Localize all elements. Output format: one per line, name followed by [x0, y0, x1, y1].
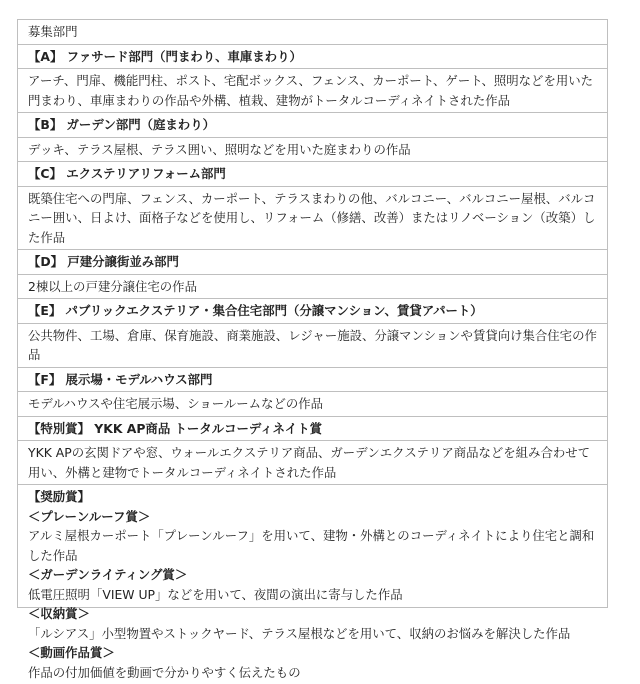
section-f-body-row: [18, 392, 607, 417]
section-body: アーチ、門扉、機能門柱、ポスト、宅配ボックス、フェンス、カーポート、ゲート、照明などを用いた門まわり、車庫まわりの作品や外構、植栽、建物がトータルコーディネイトされた作品: [28, 73, 594, 108]
section-heading: 【D】 戸建分譲街並み部門: [28, 254, 179, 269]
section-heading: 【F】 展示場・モデルハウス部門: [28, 371, 213, 387]
section-f-heading-row: [18, 368, 607, 393]
award-name: ＜動画作品賞＞: [28, 645, 115, 660]
special-award-heading-row: [18, 417, 607, 442]
section-d-heading-row: [18, 250, 607, 275]
section-heading: 【C】 エクステリアリフォーム部門: [28, 166, 226, 181]
section-body: 既築住宅への門扉、フェンス、カーポート、テラスまわりの他、バルコニー、バルコニー屋根、バルコニー囲い、日よけ、面格子などを使用し、リフォーム（修繕、改善）またはリノベーション（改築）した作品: [28, 190, 596, 245]
table-title: 募集部門: [28, 24, 78, 39]
section-body: 2棟以上の戸建分譲住宅の作品: [28, 278, 197, 294]
section-heading: 【特別賞】 YKK AP商品 トータルコーディネイト賞: [28, 420, 322, 436]
section-e-heading-row: [18, 299, 607, 324]
section-d-body-row: [18, 275, 607, 300]
award-heading: 【奨励賞】: [28, 489, 90, 504]
award-name: ＜収納賞＞: [28, 606, 90, 621]
encouragement-award-cell: [18, 485, 607, 684]
section-a-body-row: [18, 69, 607, 113]
award-name: ＜ガーデンライティング賞＞: [28, 567, 188, 582]
section-c-heading-row: [18, 162, 607, 187]
section-heading: 【B】 ガーデン部門（庭まわり）: [28, 117, 215, 132]
section-e-body-row: [18, 324, 607, 368]
award-body: アルミ屋根カーポート「プレーンルーフ」を用いて、建物・外構とのコーディネイトにより住宅と調和した作品: [28, 528, 595, 563]
categories-table: [17, 19, 608, 680]
award-body: 作品の付加価値を動画で分かりやすく伝えたもの: [28, 664, 301, 680]
award-body: 「ルシアス」小型物置やストックヤード、テラス屋根などを用いて、収納のお悩みを解決した作品: [28, 625, 571, 641]
encouragement-award-row: [18, 485, 607, 684]
table-title-row: [18, 20, 607, 45]
section-body: モデルハウスや住宅展示場、ショールームなどの作品: [28, 396, 324, 411]
section-c-body-row: [18, 187, 607, 251]
section-a-heading-row: [18, 45, 607, 70]
award-name: ＜プレーンルーフ賞＞: [28, 508, 151, 524]
section-b-body-row: [18, 138, 607, 163]
section-b-heading-row: [18, 113, 607, 138]
special-award-body-row: [18, 441, 607, 485]
section-heading: 【E】 パブリックエクステリア・集合住宅部門（分譲マンション、賃貸アパート）: [28, 303, 483, 318]
section-body: デッキ、テラス屋根、テラス囲い、照明などを用いた庭まわりの作品: [28, 141, 411, 157]
award-body: 低電圧照明「VIEW UP」などを用いて、夜間の演出に寄与した作品: [28, 586, 403, 602]
section-heading: 【A】 ファサード部門（門まわり、車庫まわり）: [28, 48, 302, 64]
section-body: 公共物件、工場、倉庫、保育施設、商業施設、レジャー施設、分譲マンションや賃貸向け集合住宅の作品: [28, 327, 597, 362]
section-body: YKK APの玄関ドアや窓、ウォールエクステリア商品、ガーデンエクステリア商品などを組み合わせて用い、外構と建物でトータルコーディネイトされた作品: [28, 445, 591, 480]
